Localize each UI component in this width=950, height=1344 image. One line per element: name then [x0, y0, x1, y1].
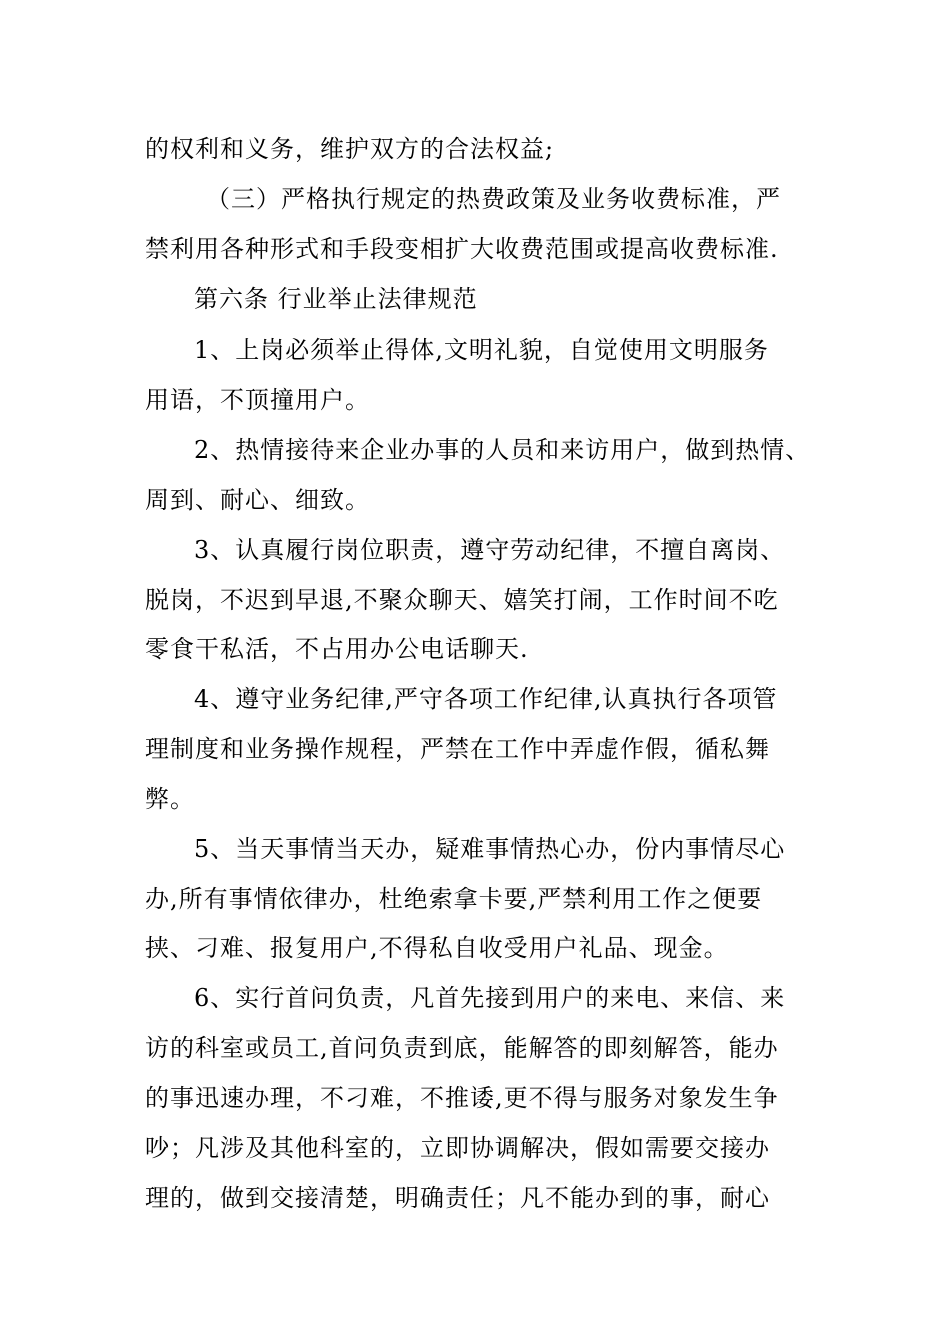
- text-line: 访的科室或员工,首问负责到底，能解答的即刻解答，能办: [145, 1034, 779, 1062]
- text-line: 2、热情接待来企业办事的人员和来访用户，做到热情、: [194, 436, 811, 464]
- text-line: 的事迅速办理，不刁难，不推诿,更不得与服务对象发生争: [145, 1084, 779, 1112]
- text-line: 周到、耐心、细致。: [145, 486, 370, 514]
- text-line: 弊。: [145, 785, 195, 813]
- text-line: 办,所有事情依律办，杜绝索拿卡要,严禁利用工作之便要: [145, 885, 763, 913]
- text-line: 禁利用各种形式和手段变相扩大收费范围或提高收费标准.: [145, 235, 779, 263]
- text-line: 3、认真履行岗位职责，遵守劳动纪律，不擅自离岗、: [194, 536, 786, 564]
- text-line: 理的，做到交接清楚，明确责任；凡不能办到的事，耐心: [145, 1184, 770, 1212]
- text-line: 吵；凡涉及其他科室的，立即协调解决，假如需要交接办: [145, 1134, 770, 1162]
- text-line: 理制度和业务操作规程，严禁在工作中弄虚作假，循私舞: [145, 735, 770, 763]
- text-line: 用语，不顶撞用户。: [145, 386, 370, 414]
- section-heading: 第六条 行业举止法律规范: [194, 285, 478, 313]
- text-line: 的权利和义务，维护双方的合法权益;: [145, 135, 555, 163]
- text-line: 脱岗，不迟到早退,不聚众聊天、嬉笑打闹，工作时间不吃: [145, 586, 779, 614]
- text-line: （三）严格执行规定的热费政策及业务收费标准，严: [206, 185, 781, 213]
- text-line: 5、当天事情当天办，疑难事情热心办，份内事情尽心: [194, 835, 786, 863]
- text-line: 4、遵守业务纪律,严守各项工作纪律,认真执行各项管: [194, 685, 778, 713]
- text-line: 挟、刁难、报复用户,不得私自收受用户礼品、现金。: [145, 934, 729, 962]
- text-line: 1、上岗必须举止得体,文明礼貌，自觉使用文明服务: [194, 336, 769, 364]
- text-line: 6、实行首问负责，凡首先接到用户的来电、来信、来: [194, 984, 786, 1012]
- text-line: 零食干私活，不占用办公电话聊天.: [145, 635, 529, 663]
